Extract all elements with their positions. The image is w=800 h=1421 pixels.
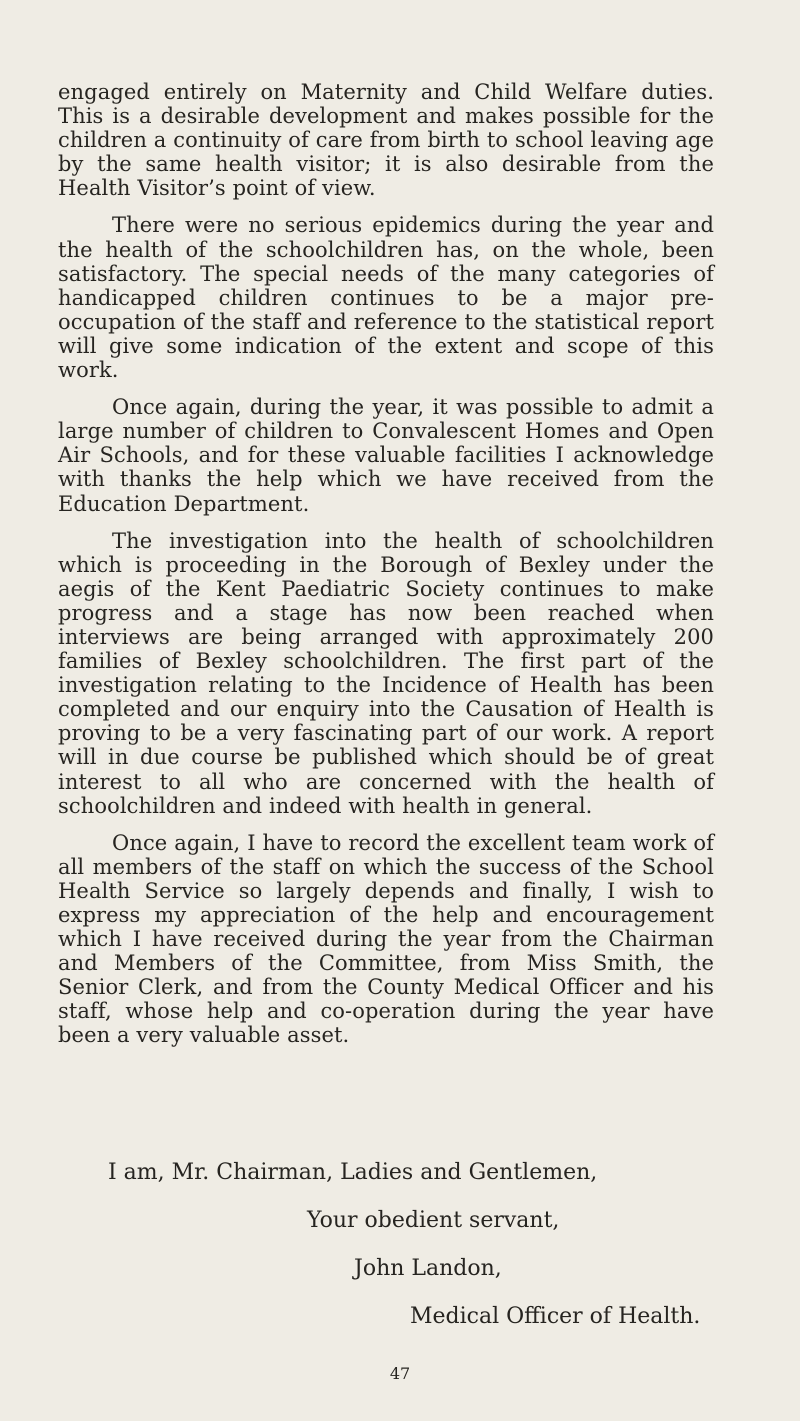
paragraph-bexley-investigation: The investigation into the health of schoolchildren which is proceeding in the Borough of Bexley under the aegis of the Kent Paediatric Society continues to make progress and a stage has now been reached when interviews are being arranged with approximately 200 families of Bexley schoolchildren. The first part of the investigation relating to the Incidence of Health has been completed and our enquiry into the Causation of Health is proving to be a very fascinating part of our work. A report will in due course be published which should be of great interest to all who are concerned with the health of schoolchildren and indeed with health in general.	[58, 528, 714, 818]
signatory-title: Medical Officer of Health.	[410, 1304, 701, 1329]
signatory-name: John Landon,	[354, 1256, 502, 1281]
paragraph-acknowledgements: Once again, I have to record the excellent team work of all members of the staff on which the success of the School Health Service so largely depends and finally, I wish to express my appreciation of the help and encouragement which I have received during the year from the Chairman and Members of the Committee, from Miss Smith, the Senior Clerk, and from the County Medical Officer and his staff, whose help and co-operation during the year have been a very valuable asset.	[58, 830, 714, 1048]
closing-salutation: I am, Mr. Chairman, Ladies and Gentlemen,	[108, 1160, 598, 1185]
page-number: 47	[389, 1364, 411, 1383]
paragraph-maternity-duties: engaged entirely on Maternity and Child Welfare duties. This is a desirable development and makes possible for the children a continuity of care from birth to school leaving age by the same health visitor; it is also desirable from the Health Visitor’s point of view.	[58, 80, 714, 201]
report-body	[58, 80, 714, 1061]
closing-valediction: Your obedient servant,	[307, 1208, 560, 1233]
paragraph-convalescent-homes: Once again, during the year, it was possible to admit a large number of children to Convalescent Homes and Open Air Schools, and for these valuable facilities I acknowledge with thanks the help which we have received from the Education Department.	[58, 395, 714, 516]
paragraph-epidemics: There were no serious epidemics during the year and the health of the schoolchildren has, on the whole, been satisfactory. The special needs of the many categories of handicapped children continues to be a major pre-occupation of the staff and reference to the statistical report will give some indication of the extent and scope of this work.	[58, 213, 714, 383]
